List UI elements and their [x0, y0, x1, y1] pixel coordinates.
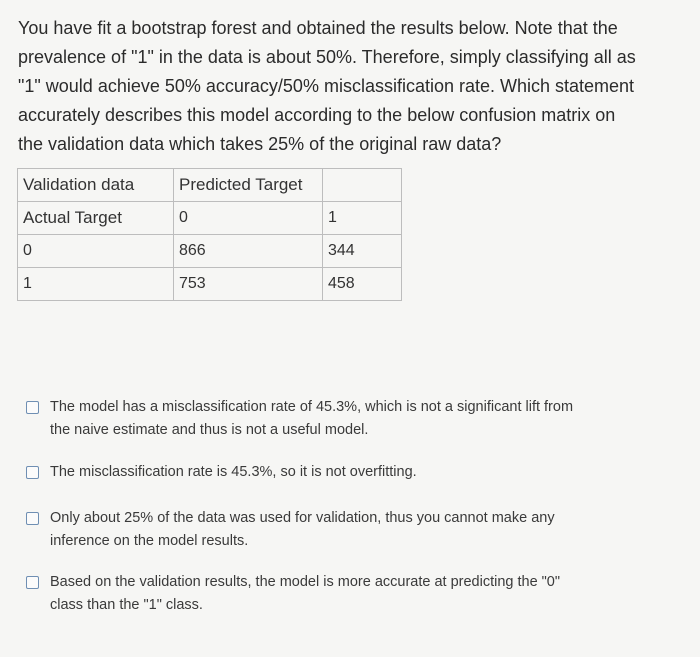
table-cell: Validation data — [18, 169, 174, 202]
table-cell: 1 — [18, 268, 174, 301]
table-cell: 458 — [323, 268, 402, 301]
option-label-line: inference on the model results. — [50, 533, 249, 549]
table-header-row — [18, 202, 402, 235]
checkbox[interactable] — [26, 512, 39, 525]
table-cell: Predicted Target — [174, 169, 323, 202]
table-cell: 866 — [174, 235, 323, 268]
table-cell: 0 — [18, 235, 174, 268]
option-label-line: Based on the validation results, the model is more accurate at predicting the "0" — [50, 574, 561, 590]
answer-option[interactable] — [26, 461, 417, 484]
question-line: accurately describes this model according to the below confusion matrix on — [18, 105, 616, 125]
table-cell — [323, 169, 402, 202]
question-line: "1" would achieve 50% accuracy/50% misclassification rate. Which statement — [18, 76, 635, 96]
table-cell: 753 — [174, 268, 323, 301]
option-label-line: The model has a misclassification rate of 45.3%, which is not a significant lift from — [50, 399, 574, 415]
checkbox[interactable] — [26, 466, 39, 479]
option-label-line: The misclassification rate is 45.3%, so it is not overfitting. — [50, 464, 417, 480]
answer-option[interactable] — [26, 507, 555, 553]
question-line: the validation data which takes 25% of the original raw data? — [18, 134, 502, 154]
table-cell: Actual Target — [18, 202, 174, 235]
question-line: You have fit a bootstrap forest and obtained the results below. Note that the — [18, 18, 618, 38]
table-row — [18, 268, 402, 301]
option-label-line: Only about 25% of the data was used for validation, thus you cannot make any — [50, 510, 555, 526]
checkbox[interactable] — [26, 401, 39, 414]
option-label-line: the naive estimate and thus is not a useful model. — [50, 422, 369, 438]
table-cell: 0 — [174, 202, 323, 235]
answer-option[interactable] — [26, 396, 573, 442]
option-label-line: class than the "1" class. — [50, 597, 203, 613]
table-header-row — [18, 169, 402, 202]
checkbox[interactable] — [26, 576, 39, 589]
answer-option[interactable] — [26, 571, 560, 617]
table-cell: 344 — [323, 235, 402, 268]
question-text — [18, 14, 678, 159]
confusion-matrix-table — [17, 168, 402, 301]
table-row — [18, 235, 402, 268]
table-cell: 1 — [323, 202, 402, 235]
question-line: prevalence of "1" in the data is about 50%. Therefore, simply classifying all as — [18, 47, 636, 67]
